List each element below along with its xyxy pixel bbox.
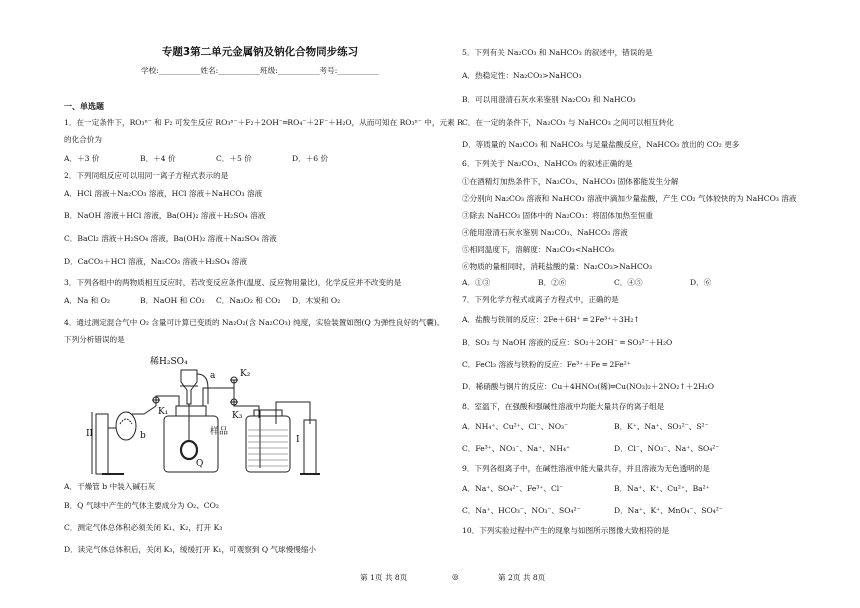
gas-bag-q	[181, 441, 197, 459]
dropping-funnel	[181, 370, 197, 404]
q6-statement-2: ②分别向 Na₂CO₃ 溶液和 NaHCO₃ 溶液中滴加少量盐酸，产生 CO₂ 气体较快的为 NaHCO₃ 溶液	[462, 194, 797, 203]
q8-option-b[interactable]: B．K⁺、Na⁺、SO₃²⁻、S²⁻	[614, 422, 709, 431]
q3-option-b[interactable]: B．NaOH 和 CO₂	[140, 296, 205, 305]
q3-option-d[interactable]: D．木炭和 O₂	[292, 296, 341, 305]
label-i: I	[296, 435, 300, 445]
q5-option-d[interactable]: D．等质量的 Na₂CO₃ 和 NaHCO₃ 与足量盐酸反应，NaHCO₃ 放出的 CO₂ 更多	[462, 140, 740, 149]
q8-option-d[interactable]: D．Cl⁻、NO₃⁻、Na⁺、SO₄²⁻	[614, 444, 720, 453]
label-k2: K₂	[240, 369, 251, 379]
label-ii: II	[86, 429, 94, 439]
q5-stem: 5．下列有关 Na₂CO₃ 和 NaHCO₃ 的叙述中，错误的是	[462, 48, 653, 57]
q2-option-b[interactable]: B．NaOH 溶液＋HCl 溶液，Ba(OH)₂ 溶液＋H₂SO₄ 溶液	[64, 211, 266, 220]
q6-statement-4: ④能用澄清石灰水鉴别 Na₂CO₃、NaHCO₃ 溶液	[462, 228, 628, 237]
q1-option-d[interactable]: D．＋6 价	[292, 154, 329, 163]
page-title: 专题3第二单元金属钠及钠化合物同步练习	[161, 46, 359, 58]
q8-option-c[interactable]: C．Fe³⁺、NO₃⁻、Na⁺、NH₄⁺	[462, 444, 571, 453]
apparatus-figure	[84, 344, 334, 476]
q6-statement-1: ①在酒精灯加热条件下，Na₂CO₃、NaHCO₃ 固体都能发生分解	[462, 177, 679, 186]
q6-options	[462, 277, 766, 288]
cylinder-ii	[96, 414, 108, 474]
q3-options	[64, 295, 368, 306]
q7-option-d[interactable]: D．稀硝酸与铜片的反应：Cu＋4HNO₃(稀)═Cu(NO₃)₂＋2NO₂↑＋2H₂O	[462, 382, 714, 391]
q4-option-c[interactable]: C．测定气体总体积必须关闭 K₁、K₂，打开 K₃	[64, 523, 223, 532]
q1-option-b[interactable]: B．＋4 价	[140, 154, 176, 163]
q4-option-b[interactable]: B．Q 气球中产生的气体主要成分为 O₂、CO₂	[64, 501, 219, 510]
q7-stem: 7．下列化学方程式或离子方程式中，正确的是	[462, 295, 619, 304]
footer-separator: ◎	[452, 572, 459, 581]
q9-option-c[interactable]: C．Na⁺、HCO₃⁻、NO₃⁻、SO₄²⁻	[462, 506, 581, 515]
q1-options	[64, 153, 368, 164]
label-a: a	[210, 371, 216, 381]
q4-stem-line1: 4．通过测定混合气中 O₂ 含量可计算已变质的 Na₂O₂(含 Na₂CO₃) 纯度，实验装置如图(Q 为弹性良好的气囊)。	[64, 318, 445, 327]
q7-option-c[interactable]: C．FeCl₃ 溶液与铁粉的反应：Fe³⁺＋Fe ═ 2Fe²⁺	[462, 360, 631, 369]
q8-stem: 8．室温下，在强酸和强碱性溶液中均能大量共存的离子组是	[462, 402, 665, 411]
q4-stem-line2: 下列分析错误的是	[64, 335, 125, 344]
label-b: b	[140, 431, 146, 441]
reaction-bottle	[164, 416, 218, 472]
q9-option-b[interactable]: B．Na⁺、K⁺、Cu²⁺、Ba²⁺	[614, 484, 710, 493]
label-q: Q	[196, 459, 204, 469]
q5-option-b[interactable]: B．可以用澄清石灰水来鉴别 Na₂CO₃ 和 NaHCO₃	[462, 95, 636, 104]
q3-stem: 3．下列各组中的两物质相互反应时，若改变反应条件(温度、反应物用量比)，化学反应并不改变的是	[64, 278, 402, 287]
q6-option-c[interactable]: C．④⑤	[614, 278, 643, 287]
label-sample: 样品	[210, 427, 229, 437]
q2-option-c[interactable]: C．BaCl₂ 溶液＋H₂SO₄ 溶液，Ba(OH)₂ 溶液＋Na₂SO₄ 溶液	[64, 234, 277, 243]
section-heading: 一、单选题	[64, 102, 104, 111]
q8-option-a[interactable]: A．NH₄⁺、Cu²⁺、Cl⁻、NO₃⁻	[462, 422, 569, 431]
q4-option-d[interactable]: D．读完气体总体积后，关闭 K₃，缓缓打开 K₁，可观察到 Q 气球慢慢缩小	[64, 545, 317, 554]
label-k1: K₁	[158, 407, 169, 417]
q1-stem-line2: 的化合价为	[64, 135, 102, 144]
q4-option-a[interactable]: A．干燥管 b 中装入碱石灰	[64, 482, 156, 491]
q5-option-c[interactable]: C．在一定的条件下，Na₂CO₃ 与 NaHCO₃ 之间可以相互转化	[462, 118, 674, 127]
q6-stem: 6．下列关于 Na₂CO₃、NaHCO₃ 的叙述正确的是	[462, 159, 633, 168]
water-bottle	[246, 416, 290, 472]
q3-option-a[interactable]: A．Na 和 O₂	[64, 296, 110, 305]
q6-option-a[interactable]: A．①③	[462, 278, 491, 287]
q6-statement-3: ③除去 NaHCO₃ 固体中的 Na₂CO₃：将固体加热至恒重	[462, 211, 653, 220]
q6-option-d[interactable]: D．⑥	[690, 278, 712, 287]
student-info-line: 学校:___________姓名:___________班级:___________考号:___________	[140, 66, 380, 75]
q7-option-b[interactable]: B．SO₂ 与 NaOH 溶液的反应：SO₂＋2OH⁻ ═ SO₃²⁻＋H₂O	[462, 338, 673, 347]
q6-statement-5: ⑤相同温度下，溶解度：Na₂CO₃<NaHCO₃	[462, 245, 615, 254]
q6-statement-6: ⑥物质的量相同时，消耗盐酸的量：Na₂CO₃>NaHCO₃	[462, 262, 653, 271]
q7-option-a[interactable]: A．盐酸与铁屑的反应：2Fe＋6H⁺ ═ 2Fe³⁺＋3H₂↑	[462, 315, 640, 324]
q9-option-a[interactable]: A．Na⁺、SO₄²⁻、Fe³⁺、Cl⁻	[462, 484, 564, 493]
q5-option-a[interactable]: A．热稳定性：Na₂CO₃>NaHCO₃	[462, 71, 582, 80]
q3-option-c[interactable]: C．Na₂O₂ 和 CO₂	[216, 296, 281, 305]
page-number-right: 第 2页 共 8页	[498, 573, 546, 582]
q10-stem: 10．下列实验过程中产生的现象与如图所示图像大致相符的是	[462, 526, 670, 535]
q9-option-d[interactable]: D．Na⁺、K⁺、MnO₄⁻、SO₄²⁻	[614, 506, 723, 515]
q9-stem: 9．下列各组离子中，在碱性溶液中能大量共存，并且溶液为无色透明的是	[462, 464, 710, 473]
q2-stem: 2．下列同组反应可以用同一离子方程式表示的是	[64, 171, 229, 180]
q6-option-b[interactable]: B．②⑥	[538, 278, 567, 287]
q1-option-a[interactable]: A．＋3 价	[64, 154, 100, 163]
label-k3: K₃	[232, 411, 243, 421]
page-number-left: 第 1页 共 8页	[360, 573, 408, 582]
q2-option-d[interactable]: D．CaCO₃＋HCl 溶液，Na₂CO₃ 溶液＋H₂SO₄ 溶液	[64, 257, 247, 266]
label-acid: 稀H₂SO₄	[150, 357, 188, 367]
drying-tube-b	[116, 412, 136, 440]
cylinder-i	[304, 420, 316, 474]
q1-option-c[interactable]: C．＋5 价	[216, 154, 252, 163]
q1-stem-line1: 1．在一定条件下，RO₃ⁿ⁻ 和 F₂ 可发生反应 RO₃ⁿ⁻＋F₂＋2OH⁻═RO₄⁻＋2F⁻＋H₂O，从而可知在 RO₃ⁿ⁻ 中，元素 R	[64, 118, 463, 127]
q2-option-a[interactable]: A．HCl 溶液＋Na₂CO₃ 溶液，HCl 溶液＋NaHCO₃ 溶液	[64, 189, 263, 198]
